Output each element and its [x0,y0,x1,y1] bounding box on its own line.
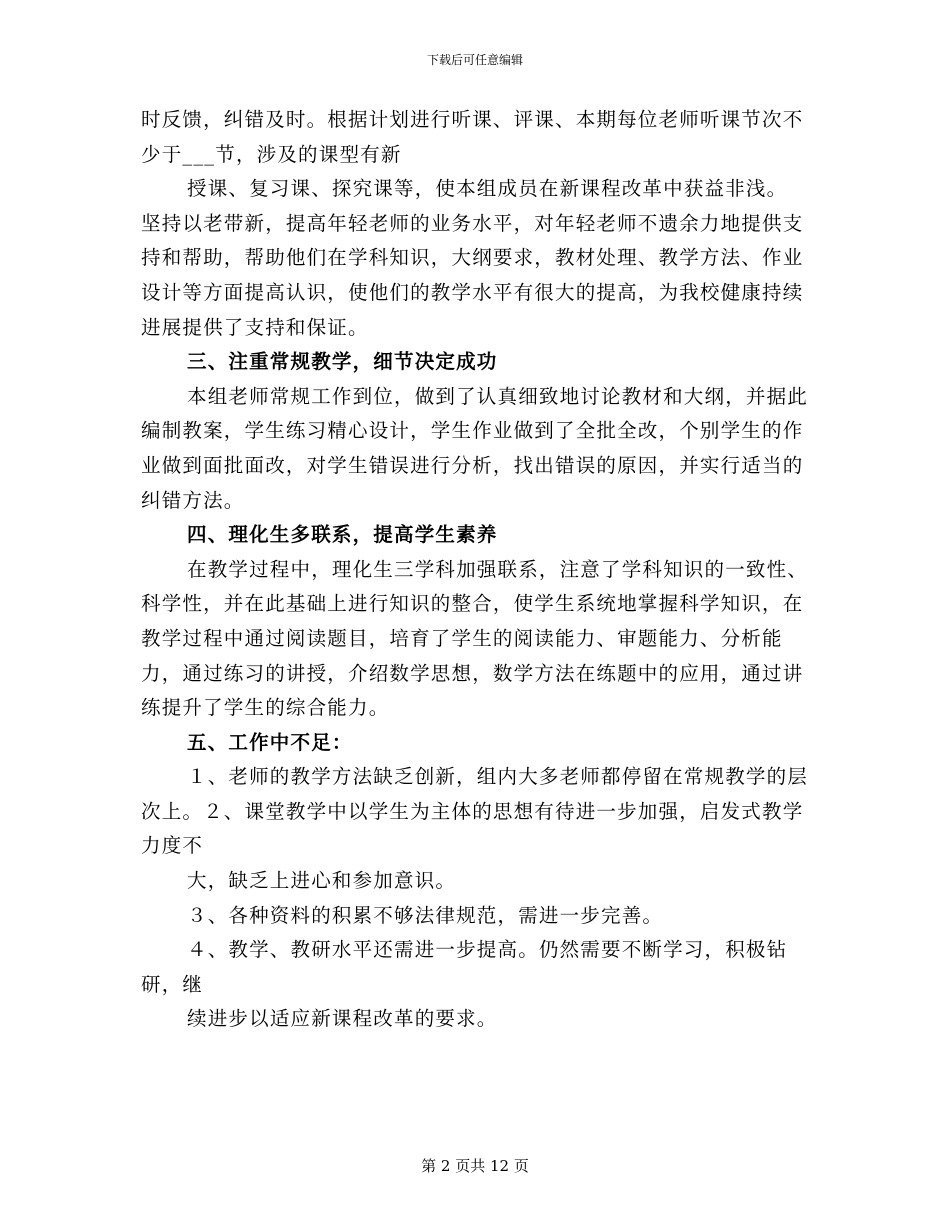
paragraph: １、老师的教学方法缺乏创新，组内大多老师都停留在常规教学的层次上。２、课堂教学中以学生为主体的思想有待进一步加强，启发式教学力度不 [141,765,809,858]
page-header: 下载后可任意编辑 [426,53,523,67]
paragraph: 在教学过程中，理化生三学科加强联系，注意了学科知识的一致性、科学性，并在此基础上进行知识的整合，使学生系统地掌握科学知识，在教学过程中通过阅读题目，培育了学生的阅读能力、审题能力、分析能力，通过练习的讲授，介绍数学思想，数学方法在练题中的应用，通过讲练提升了学生的综合能力。 [141,557,809,720]
section-heading: 四、理化生多联系，提高学生素养 [187,523,498,547]
paragraph: ３、各种资料的积累不够法律规范，需进一步完善。 [187,903,664,927]
section-heading: 三、注重常规教学，细节决定成功 [187,350,498,374]
document-body [141,103,811,1037]
paragraph: 时反馈，纠错及时。根据计划进行听课、评课、本期每位老师听课节次不少于___节，涉及的课型有新 [141,108,804,166]
paragraph: 坚持以老带新，提高年轻老师的业务水平，对年轻老师不遗余力地提供支持和帮助，帮助他们在学科知识，大纲要求，教材处理、教学方法、作业设计等方面提高认识，使他们的教学水平有很大的提高，为我校健康持续进展提供了支持和保证。 [141,211,804,339]
paragraph: ４、教学、教研水平还需进一步提高。仍然需要不断学习，积极钻研，继 [141,938,788,996]
paragraph: 授课、复习课、探究课等，使本组成员在新课程改革中获益非浅。 [187,177,788,201]
page-footer: 第 2 页共 12 页 [421,1157,529,1175]
paragraph: 本组老师常规工作到位，做到了认真细致地讨论教材和大纲，并据此编制教案，学生练习精心设计，学生作业做到了全批全改，个别学生的作业做到面批面改，对学生错误进行分析，找出错误的原因，并实行适当的纠错方法。 [141,384,809,512]
section-heading: 五、工作中不足： [187,730,353,754]
paragraph: 大，缺乏上进心和参加意识。 [187,869,457,893]
paragraph: 续进步以适应新课程改革的要求。 [187,1007,498,1031]
